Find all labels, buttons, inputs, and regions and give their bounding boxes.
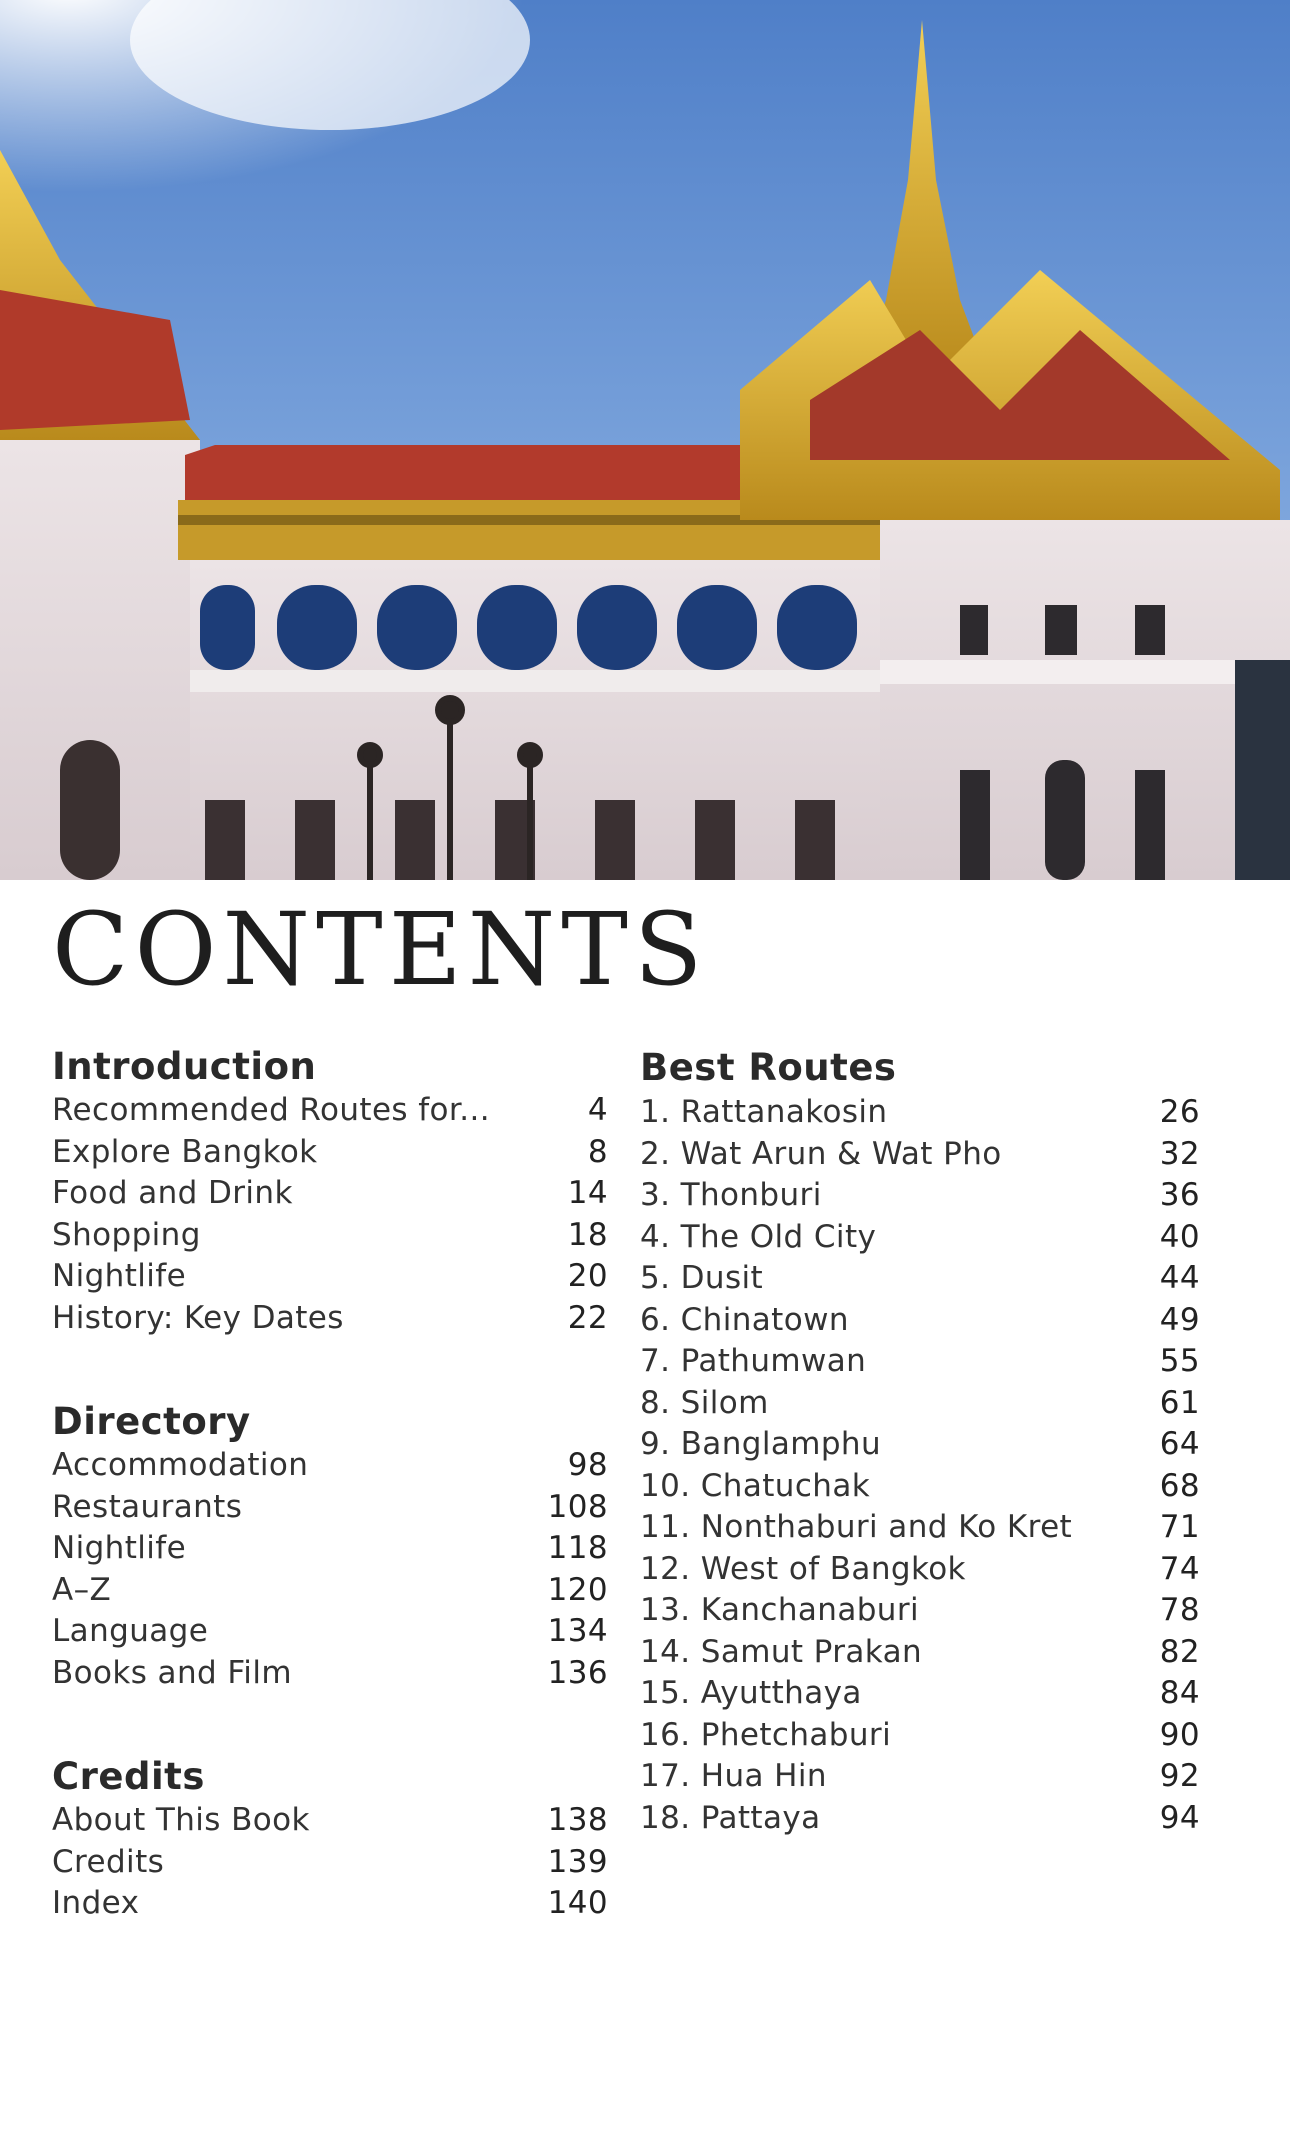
toc-entry-label: Nightlife [52, 1258, 187, 1294]
section-gap [52, 1694, 608, 1754]
route-entry-label: 11. Nonthaburi and Ko Kret [640, 1509, 1073, 1545]
hero-photo [0, 0, 1290, 880]
toc-entry-label: Food and Drink [52, 1175, 293, 1211]
toc-entry-label: Accommodation [52, 1447, 309, 1483]
toc-entry-label: Index [52, 1885, 140, 1921]
toc-entry-label: Books and Film [52, 1654, 292, 1691]
route-entry-label: 8. Silom [640, 1384, 769, 1421]
toc-entry-page: 136 [547, 1654, 608, 1691]
route-entry-label: 9. Banglamphu [640, 1426, 881, 1462]
route-entry-page: 26 [1159, 1094, 1200, 1130]
route-entry-label: 7. Pathumwan [640, 1343, 867, 1379]
route-entry-label: 16. Phetchaburi [640, 1716, 892, 1753]
route-entry[interactable] [640, 1341, 1200, 1383]
toc-entry[interactable] [52, 1528, 608, 1570]
route-entry[interactable] [640, 1258, 1200, 1300]
route-entry-page: 78 [1159, 1592, 1200, 1628]
toc-entry-label: Recommended Routes for... [52, 1092, 490, 1128]
toc-entry-page: 8 [587, 1133, 608, 1170]
toc-entry-label: About This Book [52, 1802, 310, 1838]
route-entry[interactable] [640, 1466, 1200, 1508]
route-entry[interactable] [640, 1798, 1200, 1840]
toc-entry[interactable] [52, 1883, 608, 1925]
route-entry-page: 36 [1159, 1177, 1200, 1213]
route-entry-page: 90 [1159, 1716, 1200, 1753]
route-entry[interactable] [640, 1756, 1200, 1798]
section-heading-best-routes: Best Routes [640, 1046, 897, 1089]
toc-entry-page: 134 [547, 1613, 608, 1649]
route-entry[interactable] [640, 1092, 1200, 1134]
toc-entry[interactable] [52, 1653, 608, 1695]
route-entry-page: 74 [1159, 1550, 1200, 1587]
toc-entry[interactable] [52, 1611, 608, 1653]
section-heading-directory: Directory [52, 1400, 251, 1443]
route-entry-page: 92 [1159, 1758, 1200, 1794]
toc-entry[interactable] [52, 1487, 608, 1529]
route-entry[interactable] [640, 1424, 1200, 1466]
toc-entry-page: 108 [547, 1488, 608, 1525]
toc-entry[interactable] [52, 1090, 608, 1132]
toc-entry-page: 18 [567, 1216, 608, 1253]
route-entry[interactable] [640, 1632, 1200, 1674]
route-entry-label: 2. Wat Arun & Wat Pho [640, 1135, 1002, 1172]
toc-entry-label: A–Z [52, 1571, 112, 1608]
toc-entry[interactable] [52, 1298, 608, 1340]
route-entry[interactable] [640, 1549, 1200, 1591]
section-heading-credits: Credits [52, 1755, 205, 1798]
route-entry-page: 68 [1159, 1467, 1200, 1504]
route-entry-label: 6. Chinatown [640, 1301, 849, 1338]
toc-entry-page: 140 [547, 1885, 608, 1921]
toc-entry[interactable] [52, 1445, 608, 1487]
toc-entry-page: 20 [567, 1258, 608, 1294]
toc-entry-page: 139 [547, 1843, 608, 1880]
toc-entry-page: 4 [587, 1092, 608, 1128]
section-heading-introduction: Introduction [52, 1045, 317, 1088]
toc-entry-label: Language [52, 1613, 209, 1649]
toc-entry[interactable] [52, 1173, 608, 1215]
route-entry[interactable] [640, 1715, 1200, 1757]
toc-entry[interactable] [52, 1800, 608, 1842]
route-entry-label: 3. Thonburi [640, 1177, 822, 1213]
route-entry-page: 40 [1159, 1218, 1200, 1255]
route-entry-label: 10. Chatuchak [640, 1467, 871, 1504]
toc-entry-page: 14 [567, 1175, 608, 1211]
toc-entry-page: 22 [567, 1299, 608, 1336]
toc-entry-label: Shopping [52, 1216, 201, 1253]
route-entry[interactable] [640, 1507, 1200, 1549]
toc-entry-page: 98 [567, 1447, 608, 1483]
route-entry-label: 12. West of Bangkok [640, 1550, 966, 1587]
toc-entry[interactable] [52, 1842, 608, 1884]
route-entry[interactable] [640, 1175, 1200, 1217]
route-entry-page: 64 [1159, 1426, 1200, 1462]
toc-entry-label: Explore Bangkok [52, 1133, 318, 1170]
toc-entry-label: Restaurants [52, 1488, 243, 1525]
route-entry-page: 82 [1159, 1633, 1200, 1670]
route-entry[interactable] [640, 1673, 1200, 1715]
route-entry[interactable] [640, 1217, 1200, 1259]
toc-entry[interactable] [52, 1215, 608, 1257]
route-entry-page: 55 [1159, 1343, 1200, 1379]
route-entry-label: 5. Dusit [640, 1260, 764, 1296]
right-column [640, 1044, 1200, 1839]
route-entry-page: 61 [1159, 1384, 1200, 1421]
route-entry-label: 4. The Old City [640, 1218, 877, 1255]
route-entry-label: 1. Rattanakosin [640, 1094, 888, 1130]
route-entry[interactable] [640, 1134, 1200, 1176]
left-column [52, 1044, 608, 1925]
toc-entry-label: History: Key Dates [52, 1299, 344, 1336]
route-entry[interactable] [640, 1590, 1200, 1632]
route-entry-label: 17. Hua Hin [640, 1758, 827, 1794]
toc-entry-page: 120 [547, 1571, 608, 1608]
toc-entry[interactable] [52, 1256, 608, 1298]
route-entry[interactable] [640, 1383, 1200, 1425]
toc-entry-page: 138 [547, 1802, 608, 1838]
toc-entry[interactable] [52, 1132, 608, 1174]
route-entry-page: 84 [1159, 1675, 1200, 1711]
route-entry[interactable] [640, 1300, 1200, 1342]
route-entry-label: 15. Ayutthaya [640, 1675, 862, 1711]
route-entry-label: 18. Pattaya [640, 1799, 821, 1836]
route-entry-label: 13. Kanchanaburi [640, 1592, 919, 1628]
toc-entry-label: Credits [52, 1843, 165, 1880]
toc-entry-label: Nightlife [52, 1530, 187, 1566]
route-entry-label: 14. Samut Prakan [640, 1633, 923, 1670]
route-entry-page: 94 [1159, 1799, 1200, 1836]
route-entry-page: 49 [1159, 1301, 1200, 1338]
route-entry-page: 32 [1159, 1135, 1200, 1172]
toc-entry[interactable] [52, 1570, 608, 1612]
section-gap [52, 1339, 608, 1399]
grand-palace-photo [0, 0, 1290, 880]
route-entry-page: 44 [1159, 1260, 1200, 1296]
route-entry-page: 71 [1159, 1509, 1200, 1545]
page-title: CONTENTS [52, 891, 709, 1008]
toc-entry-page: 118 [547, 1530, 608, 1566]
